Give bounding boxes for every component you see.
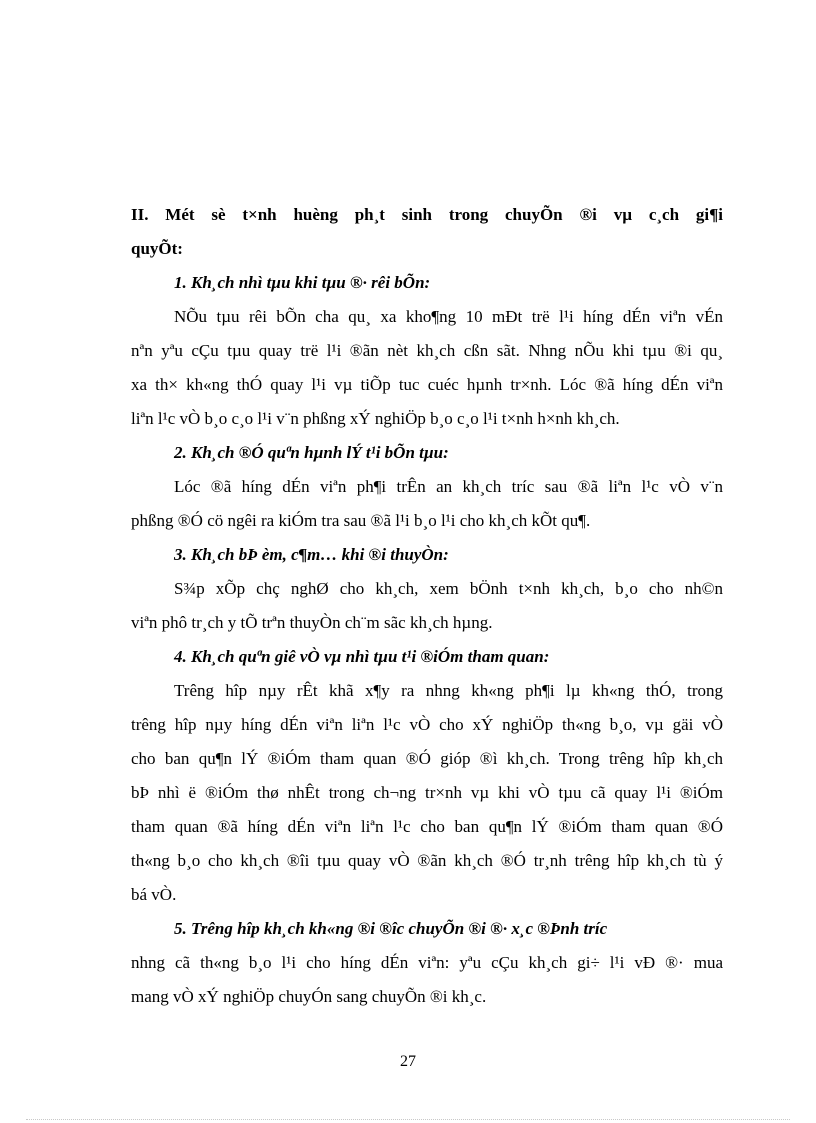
paragraph-line: cho ban qu¶n lÝ ®iÓm tham quan ®Ó gióp ®ì kh¸ch. Trong trêng hîp kh¸ch: [131, 749, 723, 768]
subsection-heading-line: 3. Kh¸ch bÞ èm, c¶m… khi ®i thuyÒn:: [174, 545, 449, 564]
paragraph-line: S¾p xÕp chç nghØ cho kh¸ch, xem bÖnh t×nh kh¸ch, b¸o cho nh©n: [174, 579, 723, 598]
paragraph-line: xa th× kh«ng thÓ quay l¹i vµ tiÕp tuc cuéc hµnh tr×nh. Lóc ®ã híng dÉn viªn: [131, 375, 723, 394]
subsection-heading-line: 1. Kh¸ch nhì tµu khi tµu ®· rêi bÕn:: [174, 273, 431, 292]
paragraph-line: nhng cã th«ng b¸o l¹i cho híng dÉn viªn: yªu cÇu kh¸ch gi÷ l¹i vÐ ®· mua: [131, 953, 723, 972]
footer-divider: [26, 1119, 790, 1120]
paragraph-line: phßng ®Ó cö ngêi ra kiÓm tra sau ®ã l¹i b¸o l¹i cho kh¸ch kÕt qu¶.: [131, 511, 591, 530]
paragraph-line: nªn yªu cÇu tµu quay trë l¹i ®ãn nèt kh¸ch cßn sãt. Nhng nÕu khi tµu ®i qu¸: [131, 341, 723, 360]
subsection-heading-line: 5. Trêng hîp kh¸ch kh«ng ®i ®îc chuyÕn ®i ®· x¸c ®Þnh tríc: [174, 919, 608, 938]
paragraph-line: bá vÒ.: [131, 885, 177, 904]
paragraph-line: bÞ nhì ë ®iÓm thø nhÊt trong ch¬ng tr×nh vµ khi vÒ tµu cã quay l¹i ®iÓm: [131, 783, 723, 802]
paragraph-line: NÕu tµu rêi bÕn cha qu¸ xa kho¶ng 10 mÐt trë l¹i híng dÉn viªn vÉn: [174, 307, 723, 326]
subsection-heading-line: 4. Kh¸ch quªn giê vÒ vµ nhì tµu t¹i ®iÓm tham quan:: [174, 647, 550, 666]
section-heading-line: II. Mét sè t×nh huèng ph¸t sinh trong chuyÕn ®i vµ c¸ch gi¶i: [131, 205, 723, 224]
page-number: 27: [400, 1053, 416, 1070]
section-heading-line: quyÕt:: [131, 239, 183, 258]
paragraph-line: Trêng hîp nµy rÊt khã x¶y ra nhng kh«ng ph¶i lµ kh«ng thÓ, trong: [174, 681, 723, 700]
paragraph-line: trêng hîp nµy híng dÉn viªn liªn l¹c vÒ cho xÝ nghiÖp th«ng b¸o, vµ gäi vÒ: [131, 715, 723, 734]
paragraph-line: tham quan ®ã híng dÉn viªn liªn l¹c cho ban qu¶n lÝ ®iÓm tham quan ®Ó: [131, 817, 723, 836]
paragraph-line: liªn l¹c vÒ b¸o c¸o l¹i v¨n phßng xÝ nghiÖp b¸o c¸o l¹i t×nh h×nh kh¸ch.: [131, 409, 620, 428]
subsection-heading-line: 2. Kh¸ch ®Ó quªn hµnh lÝ t¹i bÕn tµu:: [174, 443, 449, 462]
document-body: [131, 198, 723, 1014]
paragraph-line: mang vÒ xÝ nghiÖp chuyÓn sang chuyÕn ®i kh¸c.: [131, 987, 487, 1006]
paragraph-line: viªn phô tr¸ch y tÕ trªn thuyÒn ch¨m sãc kh¸ch hµng.: [131, 613, 493, 632]
paragraph-line: th«ng b¸o cho kh¸ch ®îi tµu quay vÒ ®ãn kh¸ch ®Ó tr¸nh trêng hîp kh¸ch tù ý: [131, 851, 723, 870]
paragraph-line: Lóc ®ã híng dÉn viªn ph¶i trÊn an kh¸ch tríc sau ®ã liªn l¹c vÒ v¨n: [174, 477, 723, 496]
